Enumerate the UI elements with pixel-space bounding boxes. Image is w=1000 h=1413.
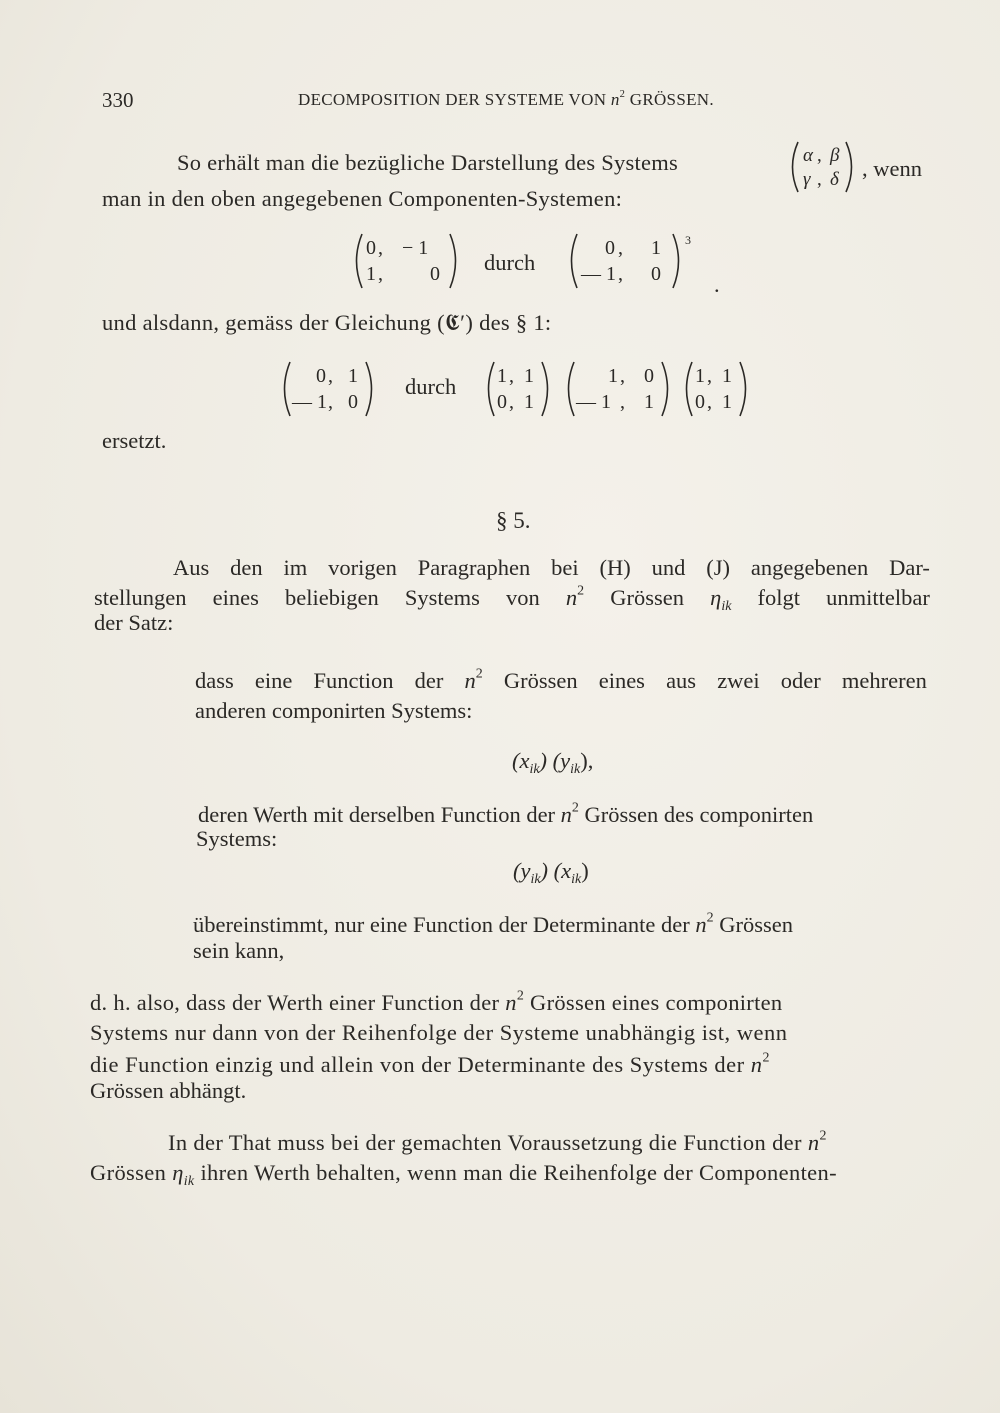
word: beliebigen (285, 585, 379, 610)
word: unmittelbar (826, 585, 930, 610)
m6-br: 1 (722, 391, 732, 413)
word: aus (666, 668, 697, 693)
m2-br: 0 (651, 263, 661, 285)
word: oder (780, 668, 821, 693)
exp: 2 (516, 988, 525, 1004)
matrix-m5 (562, 356, 674, 422)
svg-text:,: , (378, 263, 383, 285)
text: In der That muss bei der gemachten Voraussetzung die Function der (168, 1130, 802, 1155)
theorem-line2: anderen componirten Systems: (195, 698, 473, 723)
word: den (230, 555, 263, 580)
m4-tr: 1 (524, 365, 534, 387)
running-title (298, 90, 714, 110)
word: (J) (706, 555, 730, 580)
eta-var: η (172, 1160, 184, 1185)
period-dot: . (714, 272, 720, 297)
m6-tl: 1 (695, 365, 705, 387)
exp: 2 (475, 666, 483, 682)
m3-tr: 1 (348, 365, 358, 387)
f1-sub: ik (529, 761, 540, 777)
n-var: n (695, 912, 707, 937)
eta-var: η (710, 585, 722, 610)
para1-line1: So erhält man die bezügliche Darstellung des Systems (177, 150, 679, 175)
system-beta: β (830, 145, 840, 166)
durch-2: durch (405, 374, 457, 399)
m1-bl: 1 (366, 263, 376, 285)
m4-bl: 0 (497, 391, 507, 413)
word: stellungen (94, 585, 187, 610)
f2b-sub: ik (571, 871, 582, 887)
page-number: 330 (102, 88, 134, 112)
m5-br: 1 (644, 391, 654, 413)
theorem-line6: sein kann, (193, 938, 285, 963)
matrix-m1 (350, 228, 462, 294)
word: folgt (757, 585, 801, 610)
f2-sub: ik (530, 871, 541, 887)
matrix-m4 (482, 356, 554, 422)
theorem-line3 (198, 802, 813, 828)
para1-line2: man in den oben angegebenen Componenten-Systemen: (102, 186, 623, 211)
text: ihren Werth behalten, wenn man die Reihenfolge der Componenten- (200, 1160, 837, 1185)
f2: (y (513, 858, 531, 883)
running-title-exp: 2 (619, 89, 626, 101)
text: Grössen eines componirten (530, 990, 783, 1015)
text: deren Werth mit derselben Function der (198, 802, 556, 827)
m4-br: 1 (524, 391, 534, 413)
f1c: ), (580, 748, 594, 773)
m2-tr: 1 (651, 237, 661, 259)
word: (H) (599, 555, 631, 580)
n-squared (464, 668, 482, 694)
word: dass (195, 668, 234, 693)
para2-line1 (173, 555, 930, 581)
exp: 2 (762, 1050, 770, 1066)
durch-1: durch (484, 250, 536, 275)
line3-a: und alsdann, gemäss der Gleichung ( (102, 310, 445, 335)
svg-text:,: , (378, 237, 383, 259)
m2-tl: 0 (605, 237, 615, 259)
theorem-line5 (193, 912, 793, 938)
n-var: n (565, 585, 578, 610)
n-var: n (464, 668, 476, 693)
svg-text:,: , (817, 145, 822, 166)
m1-tl: 0 (366, 237, 376, 259)
line3-b: ′) des § 1: (460, 310, 552, 335)
f1: (x (512, 748, 530, 773)
m6-tr: 1 (722, 365, 732, 387)
m2-bl: — 1 (581, 263, 616, 285)
svg-text:,: , (707, 365, 712, 387)
m5-bl: — 1 (576, 391, 611, 413)
svg-text:,: , (328, 365, 333, 387)
para2-line2 (94, 583, 930, 614)
para4-line2 (90, 1160, 837, 1189)
word: Grössen (610, 585, 685, 610)
word: Dar- (889, 555, 930, 580)
svg-text:,: , (328, 391, 333, 413)
n-squared (566, 585, 584, 611)
word: und (651, 555, 686, 580)
text: die Function einzig und allein von der Determinante des Systems der (90, 1052, 745, 1077)
running-title-end: GRÖSSEN. (625, 90, 714, 109)
exp: 2 (571, 800, 579, 816)
n-var: n (505, 990, 517, 1015)
word: bei (551, 555, 579, 580)
eta-ik (710, 585, 732, 614)
word: Paragraphen (417, 555, 531, 580)
theorem-line1 (195, 668, 927, 694)
theorem-line4: Systems: (196, 826, 278, 851)
system-delta: δ (830, 169, 839, 190)
text: Grössen (90, 1160, 167, 1185)
para1-line3 (102, 310, 551, 336)
para3-line4: Grössen abhängt. (90, 1078, 247, 1103)
formula-y-x (513, 858, 589, 887)
word: der (414, 668, 444, 693)
word: Aus (173, 555, 210, 580)
running-title-text: DECOMPOSITION DER SYSTEME VON (298, 90, 611, 109)
text: übereinstimmt, nur eine Function der Determinante der (193, 912, 690, 937)
word: eines (212, 585, 259, 610)
svg-text:,: , (817, 169, 822, 190)
word: Grössen (503, 668, 578, 693)
svg-text:,: , (509, 365, 514, 387)
word: zwei (717, 668, 760, 693)
ersetzt: ersetzt. (102, 428, 167, 453)
para2-line3: der Satz: (94, 610, 174, 635)
svg-text:,: , (618, 263, 623, 285)
word: mehreren (841, 668, 927, 693)
para4-line1 (168, 1130, 827, 1156)
word: Systems (404, 585, 480, 610)
text: Grössen (719, 912, 793, 937)
matrix-m3 (278, 356, 378, 422)
word: eine (254, 668, 293, 693)
f2c: ) (581, 858, 589, 883)
ik-sub: ik (183, 1173, 195, 1189)
matrix-m2 (565, 224, 705, 294)
f2b: ) (x (540, 858, 572, 883)
f1b: ) (y (539, 748, 571, 773)
gothic-c-symbol: 𝕮 (444, 310, 461, 335)
text: Grössen des componirten (584, 802, 814, 827)
n-var: n (750, 1052, 763, 1077)
m3-tl: 0 (316, 365, 326, 387)
svg-text:,: , (509, 391, 514, 413)
word: Function (313, 668, 394, 693)
word: von (506, 585, 540, 610)
word: vorigen (328, 555, 397, 580)
m5-tr: 0 (644, 365, 654, 387)
formula-x-y (512, 748, 594, 777)
system-gamma: γ (803, 169, 811, 190)
m1-tr: − 1 (402, 237, 429, 259)
exp: 2 (819, 1128, 827, 1144)
f1b-sub: ik (570, 761, 581, 777)
svg-text:,: , (620, 391, 625, 413)
exp: 2 (577, 583, 585, 599)
system-matrix (784, 136, 864, 198)
m3-bl: — 1 (292, 391, 327, 413)
para3-line2: Systems nur dann von der Reihenfolge der Systeme unabhängig ist, wenn (90, 1020, 788, 1045)
running-title-var: n (610, 90, 620, 109)
m6-bl: 0 (695, 391, 705, 413)
m1-br: 0 (430, 263, 440, 285)
svg-text:,: , (618, 237, 623, 259)
word: im (283, 555, 308, 580)
svg-text:,: , (707, 391, 712, 413)
n-var: n (807, 1130, 820, 1155)
ik-sub: ik (721, 598, 732, 614)
system-alpha: α (803, 145, 813, 166)
text: d. h. also, dass der Werth einer Function der (90, 990, 500, 1015)
para1-wenn: , wenn (862, 156, 922, 181)
para3-line3 (90, 1052, 770, 1078)
section-heading: § 5. (496, 508, 531, 533)
m5-tl: 1 (608, 365, 618, 387)
m4-tl: 1 (497, 365, 507, 387)
para3-line1 (90, 990, 782, 1016)
m3-br: 0 (348, 391, 358, 413)
svg-text:,: , (620, 365, 625, 387)
exp: 2 (706, 910, 714, 926)
word: angegebenen (750, 555, 869, 580)
matrix-m6 (680, 356, 752, 422)
word: eines (598, 668, 645, 693)
n-var: n (560, 802, 572, 827)
m2-exponent: 3 (685, 233, 691, 247)
